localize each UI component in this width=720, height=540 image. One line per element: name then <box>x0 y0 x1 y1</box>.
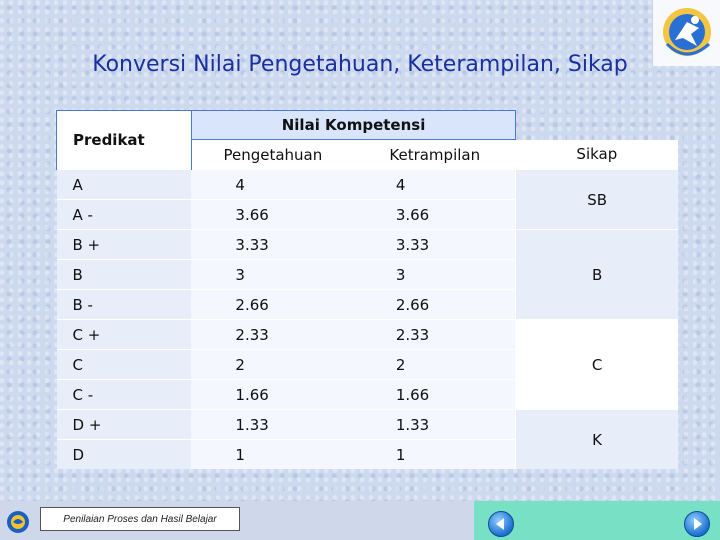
footer-label: Penilaian Proses dan Hasil Belajar <box>40 507 240 531</box>
kurikulum-logo-icon <box>652 0 720 66</box>
cell-keterampilan: 4 <box>354 170 516 200</box>
table-row <box>57 410 679 440</box>
cell-pengetahuan: 4 <box>191 170 353 200</box>
cell-predikat: D <box>57 440 192 470</box>
cell-predikat: C + <box>57 320 192 350</box>
cell-pengetahuan: 1 <box>191 440 353 470</box>
cell-predikat: A - <box>57 200 192 230</box>
cell-keterampilan: 3.66 <box>354 200 516 230</box>
header-nilai-kompetensi: Nilai Kompetensi <box>191 111 515 140</box>
cell-sikap: K <box>516 410 678 470</box>
cell-keterampilan: 2.66 <box>354 290 516 320</box>
table-row <box>57 170 679 200</box>
cell-pengetahuan: 3.66 <box>191 200 353 230</box>
cell-keterampilan: 2 <box>354 350 516 380</box>
cell-sikap: SB <box>516 170 678 230</box>
cell-pengetahuan: 2 <box>191 350 353 380</box>
cell-pengetahuan: 2.66 <box>191 290 353 320</box>
header-keterampilan: Ketrampilan <box>354 140 516 170</box>
arrow-right-icon[interactable] <box>684 511 710 537</box>
cell-keterampilan: 1.66 <box>354 380 516 410</box>
cell-predikat: B <box>57 260 192 290</box>
header-predikat: Predikat <box>57 111 192 170</box>
cell-pengetahuan: 1.33 <box>191 410 353 440</box>
cell-predikat: C - <box>57 380 192 410</box>
cell-pengetahuan: 1.66 <box>191 380 353 410</box>
cell-keterampilan: 1 <box>354 440 516 470</box>
cell-predikat: A <box>57 170 192 200</box>
cell-predikat: C <box>57 350 192 380</box>
cell-predikat: B - <box>57 290 192 320</box>
cell-sikap: C <box>516 320 678 410</box>
cell-keterampilan: 1.33 <box>354 410 516 440</box>
arrow-left-icon[interactable] <box>488 511 514 537</box>
cell-keterampilan: 3.33 <box>354 230 516 260</box>
table-row <box>57 320 679 350</box>
header-pengetahuan: Pengetahuan <box>191 140 353 170</box>
conversion-table <box>56 110 678 469</box>
header-sikap: Sikap <box>516 140 678 170</box>
cell-predikat: B + <box>57 230 192 260</box>
cell-keterampilan: 2.33 <box>354 320 516 350</box>
tut-wuri-seal-icon <box>5 510 31 534</box>
cell-pengetahuan: 3 <box>191 260 353 290</box>
cell-sikap: B <box>516 230 678 320</box>
cell-predikat: D + <box>57 410 192 440</box>
cell-pengetahuan: 2.33 <box>191 320 353 350</box>
cell-pengetahuan: 3.33 <box>191 230 353 260</box>
slide-title: Konversi Nilai Pengetahuan, Keterampilan, Sikap <box>92 52 628 77</box>
cell-keterampilan: 3 <box>354 260 516 290</box>
table-row <box>57 230 679 260</box>
